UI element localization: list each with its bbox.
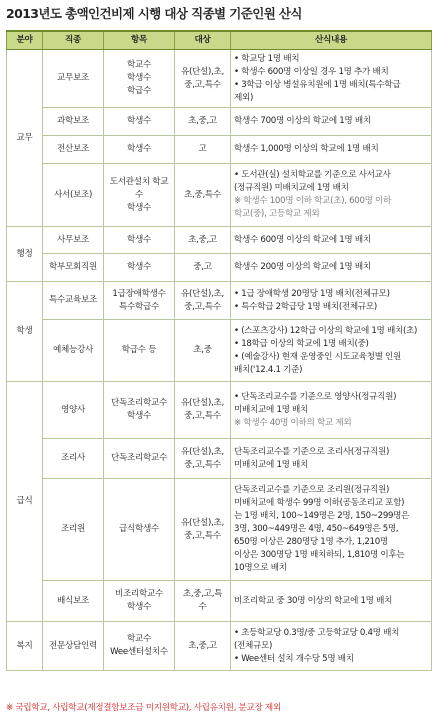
category-meal: 급식 <box>7 382 43 622</box>
target-cell: 초,중,특수 <box>175 164 231 227</box>
job-cell: 과학보조 <box>43 108 104 136</box>
page-title: 2013년도 총액인건비제 시행 대상 직종별 기준인원 산식 <box>6 6 302 21</box>
target-cell: 유(단설),초, 중,고,특수 <box>175 439 231 479</box>
item-cell: 단독조리학교수 <box>104 439 175 479</box>
content-cell: 학생수 1,000명 이상의 학교에 1명 배치 <box>231 136 432 164</box>
table-row <box>7 254 432 282</box>
job-cell: 예체능강사 <box>43 320 104 382</box>
target-cell: 중,고 <box>175 254 231 282</box>
content-cell: 학생수 200명 이상의 학교에 1명 배치 <box>231 254 432 282</box>
content-cell: • 단독조리교수를 기준으로 영양사(정규직원) 미배치교에 1명 배치 ※ 학생수 40명 이하의 학교 제외 <box>231 382 432 439</box>
item-cell: 학생수 <box>104 254 175 282</box>
target-cell: 유(단설),초, 중,고,특수 <box>175 382 231 439</box>
content-cell: 학생수 600명 이상의 학교에 1명 배치 <box>231 227 432 254</box>
content-cell: • 도서관(실) 설치학교를 기준으로 사서교사 (정규직원) 미배치교에 1명 배치 ※ 학생수 100명 이하 학교(초), 600명 이하 학교(중), 고등학교 제외 <box>231 164 432 227</box>
table-row <box>7 50 432 108</box>
header-field: 분야 <box>7 31 43 50</box>
content-cell: 학생수 700명 이상의 학교에 1명 배치 <box>231 108 432 136</box>
table-row <box>7 382 432 439</box>
content-cell: 비조리학교 중 30명 이상의 학교에 1명 배치 <box>231 581 432 622</box>
table-row <box>7 581 432 622</box>
target-cell: 초,중,고 <box>175 108 231 136</box>
header-job: 직종 <box>43 31 104 50</box>
table-row <box>7 164 432 227</box>
job-cell: 사무보조 <box>43 227 104 254</box>
job-cell: 교무보조 <box>43 50 104 108</box>
item-cell: 도서관설치 학교수 학생수 <box>104 164 175 227</box>
target-cell: 초,중,고 <box>175 622 231 671</box>
category-edu: 교무 <box>7 50 43 227</box>
target-cell: 초,중,고 <box>175 227 231 254</box>
content-cell: • 초등학교당 0.3명/중 고등학교당 0.4명 배치 (전체규모) • Wee센터 설치 개수당 5명 배치 <box>231 622 432 671</box>
item-cell: 급식학생수 <box>104 479 175 581</box>
item-cell: 학교수 Wee센터설치수 <box>104 622 175 671</box>
table-row <box>7 282 432 320</box>
category-admin: 행정 <box>7 227 43 282</box>
header-target: 대상 <box>175 31 231 50</box>
category-welfare: 복지 <box>7 622 43 671</box>
job-cell: 특수교육보조 <box>43 282 104 320</box>
table-row <box>7 479 432 581</box>
header-formula: 산식내용 <box>231 31 432 50</box>
item-cell: 학생수 <box>104 227 175 254</box>
table-row <box>7 227 432 254</box>
content-cell: • (스포츠강사) 12학급 이상의 학교에 1명 배치(초) • 18학급 이상의 학교에 1명 배치(중) • (예술강사) 현재 운영중인 시도교육청별 인원 배치('12.4.1 기준) <box>231 320 432 382</box>
content-cell: • 1급 장애학생 20명당 1명 배치(전체규모) • 특수학급 2학급당 1명 배치(전체규모) <box>231 282 432 320</box>
target-cell: 유(단설),초, 중,고,특수 <box>175 50 231 108</box>
header-item: 항목 <box>104 31 175 50</box>
job-cell: 배식보조 <box>43 581 104 622</box>
content-cell: • 학교당 1명 배치 • 학생수 600명 이상일 경우 1명 추가 배치 • 3학급 이상 병설유치원에 1명 배치(특수학급 제외) <box>231 50 432 108</box>
job-cell: 조리원 <box>43 479 104 581</box>
table-row <box>7 320 432 382</box>
job-cell: 학부모회직원 <box>43 254 104 282</box>
job-cell: 전문상담인력 <box>43 622 104 671</box>
target-cell: 초,중 <box>175 320 231 382</box>
staffing-table <box>6 30 432 671</box>
category-student: 학생 <box>7 282 43 382</box>
target-cell: 유(단설),초, 중,고,특수 <box>175 479 231 581</box>
item-cell: 학생수 <box>104 136 175 164</box>
table-row <box>7 108 432 136</box>
item-cell: 비조리학교수 학생수 <box>104 581 175 622</box>
table-header-row <box>7 31 432 50</box>
item-cell: 학교수 학생수 학급수 <box>104 50 175 108</box>
footnote: ※ 국립학교, 사립학교(재정결함보조금 미지원학교), 사립유치원, 분교장 제외 <box>6 703 281 713</box>
target-cell: 초,중,고,특 수 <box>175 581 231 622</box>
item-cell: 학생수 <box>104 108 175 136</box>
job-cell: 사서(보조) <box>43 164 104 227</box>
target-cell: 유(단설),초, 중,고,특수 <box>175 282 231 320</box>
item-cell: 단독조리학교수 학생수 <box>104 382 175 439</box>
item-cell: 학급수 등 <box>104 320 175 382</box>
item-cell: 1급장애학생수 특수학급수 <box>104 282 175 320</box>
content-cell: 단독조리교수를 기준으로 조리원(정규직원) 미배치교에 학생수 99명 이하(공동조리교 포함) 는 1명 배치, 100~149명은 2명, 150~299명은 3명, 300~449명은 4명, 450~649명은 5명, 650명 이상은 280명당 1명 추가, 1,210명 이상은 300명당 1명 배치하되, 1,810명 이후는 10명으로 배치 <box>231 479 432 581</box>
table-row <box>7 439 432 479</box>
target-cell: 고 <box>175 136 231 164</box>
content-cell: 단독조리교수를 기준으로 조리사(정규직원) 미배치교에 1명 배치 <box>231 439 432 479</box>
job-cell: 조리사 <box>43 439 104 479</box>
table-row <box>7 622 432 671</box>
table-row <box>7 136 432 164</box>
job-cell: 영양사 <box>43 382 104 439</box>
job-cell: 전산보조 <box>43 136 104 164</box>
